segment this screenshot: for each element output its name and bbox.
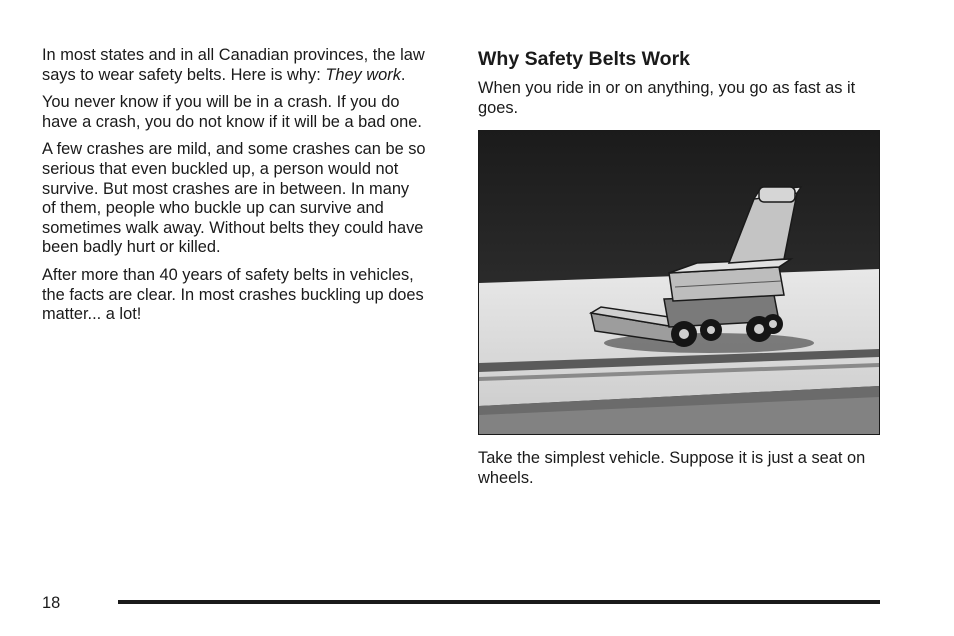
- right-column: [478, 46, 880, 126]
- paragraph-law: In most states and in all Canadian provinces, the law says to wear safety belts. Here is why: They work.: [42, 46, 425, 84]
- seat-on-wheels-illustration: [478, 130, 880, 435]
- footer-rule: [118, 600, 880, 604]
- paragraph-facts: After more than 40 years of safety belts in vehicles, the facts are clear. In most crashes buckling up does matter... a lot!: [42, 265, 424, 324]
- section-heading: Why Safety Belts Work: [478, 48, 691, 70]
- paragraph-crash-unknown: You never know if you will be in a crash. If you do have a crash, you do not know if it will be a bad one.: [42, 93, 422, 131]
- emphasis-they-work: They work: [325, 65, 401, 84]
- paragraph-crash-severity: A few crashes are mild, and some crashes can be so serious that even buckled up, a person would not survive. But most crashes are in between. In many of them, people who buckle up can survive and sometimes walk away. Without belts they could have been badly hurt or killed.: [42, 140, 426, 257]
- seat-on-wheels-drawing: [479, 131, 879, 434]
- illustration-caption: Take the simplest vehicle. Suppose it is just a seat on wheels.: [478, 449, 866, 487]
- paragraph-intro: When you ride in or on anything, you go as fast as it goes.: [478, 79, 856, 117]
- page-number: 18: [42, 594, 61, 612]
- left-column: [42, 46, 427, 333]
